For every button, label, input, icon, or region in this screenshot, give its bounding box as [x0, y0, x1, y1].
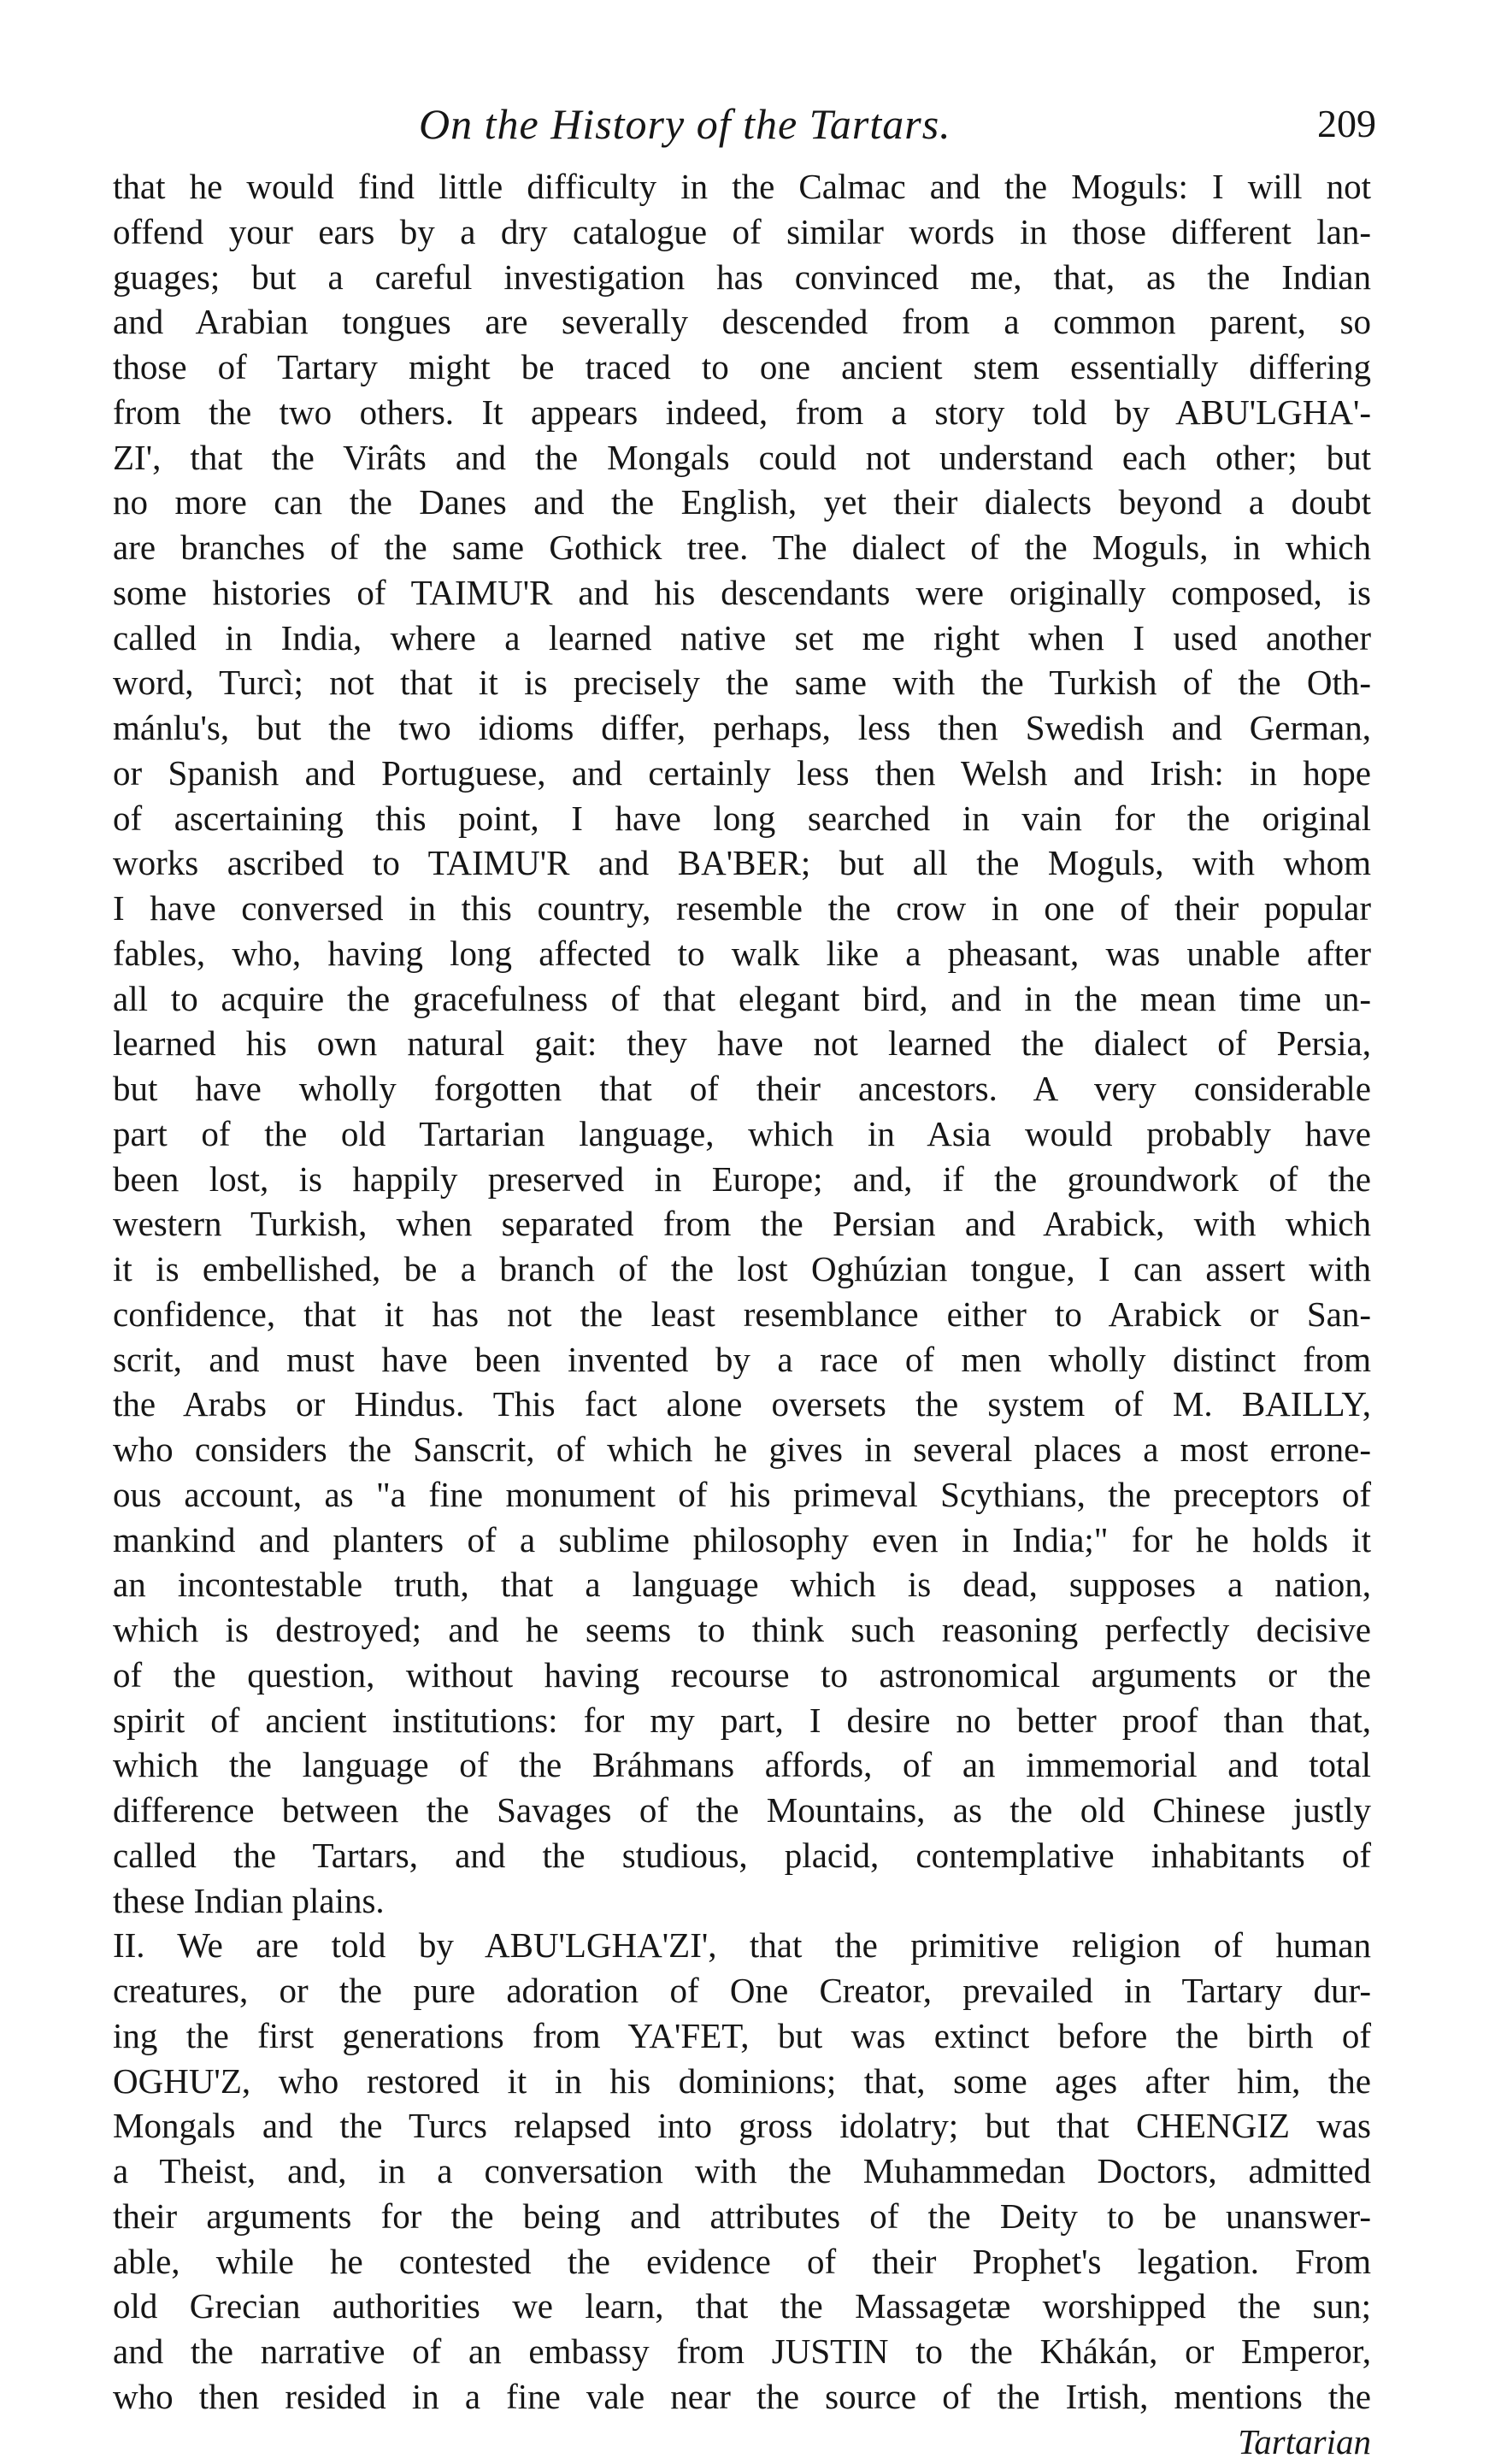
- page-number: 209: [1317, 85, 1376, 162]
- text-line: who then resided in a fine vale near the source of the Irtish, mentions the: [113, 2374, 1371, 2420]
- text-line: old Grecian authorities we learn, that the Massagetæ worshipped the sun;: [113, 2284, 1371, 2329]
- text-line: of the question, without having recourse to astronomical arguments or the: [113, 1653, 1371, 1698]
- text-line: an incontestable truth, that a language which is dead, supposes a nation,: [113, 1562, 1371, 1607]
- text-line: their arguments for the being and attributes of the Deity to be unanswer-: [113, 2194, 1371, 2239]
- text-line: from the two others. It appears indeed, from a story told by ABU'LGHA'-: [113, 390, 1371, 435]
- text-line: been lost, is happily preserved in Europe; and, if the groundwork of the: [113, 1157, 1371, 1202]
- text-line: who considers the Sanscrit, of which he gives in several places a most errone-: [113, 1427, 1371, 1472]
- text-line: mankind and planters of a sublime philosophy even in India;" for he holds it: [113, 1518, 1371, 1563]
- text-line: the Arabs or Hindus. This fact alone oversets the system of M. BAILLY,: [113, 1382, 1371, 1427]
- text-line: fables, who, having long affected to walk like a pheasant, was unable after: [113, 931, 1371, 976]
- text-line: creatures, or the pure adoration of One Creator, prevailed in Tartary dur-: [113, 1968, 1371, 2013]
- text-line: guages; but a careful investigation has convinced me, that, as the Indian: [113, 255, 1371, 300]
- text-line: scrit, and must have been invented by a race of men wholly distinct from: [113, 1337, 1371, 1382]
- text-line: all to acquire the gracefulness of that elegant bird, and in the mean time un-: [113, 976, 1371, 1022]
- text-line: no more can the Danes and the English, yet their dialects beyond a doubt: [113, 480, 1371, 525]
- text-line: Mongals and the Turcs relapsed into gross idolatry; but that CHENGIZ was: [113, 2103, 1371, 2149]
- text-line: are branches of the same Gothick tree. The dialect of the Moguls, in which: [113, 525, 1371, 570]
- text-line: learned his own natural gait: they have not learned the dialect of Persia,: [113, 1021, 1371, 1066]
- text-line: confidence, that it has not the least resemblance either to Arabick or San-: [113, 1292, 1371, 1337]
- text-line: called the Tartars, and the studious, placid, contemplative inhabitants of: [113, 1833, 1371, 1878]
- text-line: some histories of TAIMU'R and his descendants were originally composed, is: [113, 570, 1371, 616]
- text-line: or Spanish and Portuguese, and certainly less then Welsh and Irish: in hope: [113, 751, 1371, 796]
- text-line: ing the first generations from YA'FET, but was extinct before the birth of: [113, 2013, 1371, 2059]
- text-line: word, Turcì; not that it is precisely the same with the Turkish of the Oth-: [113, 660, 1371, 705]
- text-line: difference between the Savages of the Mountains, as the old Chinese justly: [113, 1788, 1371, 1833]
- text-line: ZI', that the Virâts and the Mongals could not understand each other; but: [113, 435, 1371, 480]
- text-line: western Turkish, when separated from the Persian and Arabick, with which: [113, 1201, 1371, 1247]
- text-line: ous account, as "a fine monument of his primeval Scythians, the preceptors of: [113, 1472, 1371, 1518]
- text-line: able, while he contested the evidence of their Prophet's legation. From: [113, 2239, 1371, 2284]
- text-line: which the language of the Bráhmans affords, of an immemorial and total: [113, 1742, 1371, 1788]
- text-line: called in India, where a learned native set me right when I used another: [113, 616, 1371, 661]
- text-line: it is embellished, be a branch of the lost Oghúzian tongue, I can assert with: [113, 1247, 1371, 1292]
- text-line: spirit of ancient institutions: for my part, I desire no better proof than that,: [113, 1698, 1371, 1743]
- text-line: a Theist, and, in a conversation with the Muhammedan Doctors, admitted: [113, 2149, 1371, 2194]
- text-line: which is destroyed; and he seems to think such reasoning perfectly decisive: [113, 1607, 1371, 1653]
- text-line: and the narrative of an embassy from JUSTIN to the Khákán, or Emperor,: [113, 2329, 1371, 2374]
- text-line: and Arabian tongues are severally descended from a common parent, so: [113, 299, 1371, 345]
- text-line: offend your ears by a dry catalogue of similar words in those different lan-: [113, 209, 1371, 255]
- text-line: mánlu's, but the two idioms differ, perhaps, less then Swedish and German,: [113, 705, 1371, 751]
- text-line: OGHU'Z, who restored it in his dominions; that, some ages after him, the: [113, 2059, 1371, 2104]
- text-line: II. We are told by ABU'LGHA'ZI', that the primitive religion of human: [113, 1923, 1371, 1968]
- text-line: part of the old Tartarian language, which in Asia would probably have: [113, 1111, 1371, 1157]
- text-line: but have wholly forgotten that of their ancestors. A very considerable: [113, 1066, 1371, 1111]
- catchword: Tartarian: [113, 2420, 1371, 2464]
- text-line: those of Tartary might be traced to one ancient stem essentially differing: [113, 345, 1371, 390]
- text-line: I have conversed in this country, resemble the crow in one of their popular: [113, 886, 1371, 931]
- running-head: [111, 85, 1393, 162]
- running-title: On the History of the Tartars.: [419, 85, 951, 162]
- text-line: of ascertaining this point, I have long searched in vain for the original: [113, 796, 1371, 841]
- text-line: works ascribed to TAIMU'R and BA'BER; but all the Moguls, with whom: [113, 840, 1371, 886]
- text-line: these Indian plains.: [113, 1878, 1371, 1924]
- text-line: that he would find little difficulty in the Calmac and the Moguls: I will not: [113, 164, 1371, 209]
- body-text: [113, 164, 1371, 2464]
